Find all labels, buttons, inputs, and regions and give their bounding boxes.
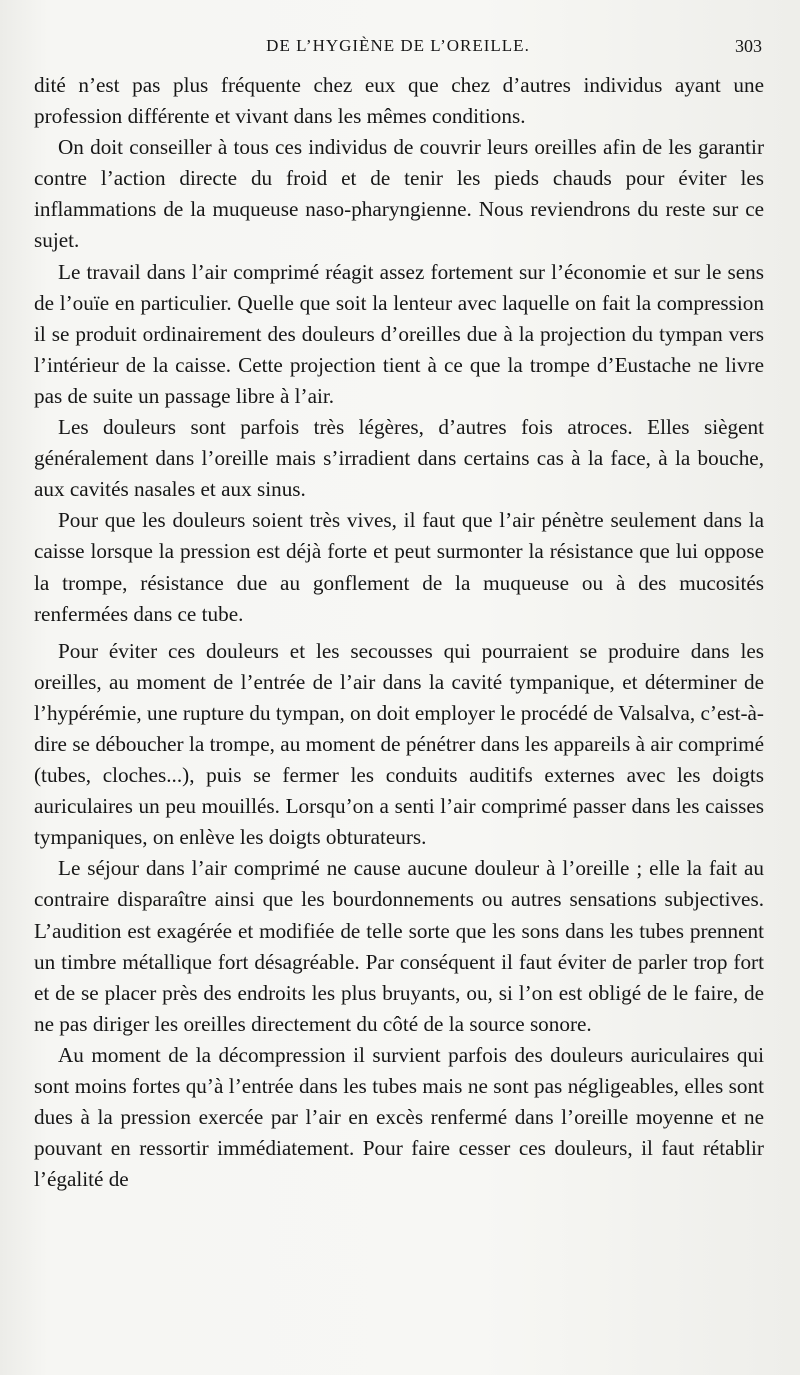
page-number: 303 <box>735 36 762 56</box>
body-text <box>34 70 764 1195</box>
paragraph: Les douleurs sont parfois très légères, d’autres fois atroces. Elles siègent généralement dans l’oreille mais s’irradient dans certains cas à la face, à la bouche, aux cavités nasales et aux sinus. <box>34 415 764 502</box>
paragraph: Pour éviter ces douleurs et les secousses qui pourraient se produire dans les oreilles, au moment de l’entrée de l’air dans la cavité tympanique, et déterminer de l’hypérémie, une rupture du tympan, on doit employer le procédé de Valsalva, c’est-à-dire se déboucher la trompe, au moment de pénétrer dans les appareils à air comprimé (tubes, cloches...), puis se fermer les conduits auditifs externes avec les doigts auriculaires un peu mouillés. Lorsqu’on a senti l’air comprimé passer dans les caisses tympaniques, on enlève les doigts obturateurs. <box>34 638 764 850</box>
paragraph: Le travail dans l’air comprimé réagit assez fortement sur l’économie et sur le sens de l’ouïe en particulier. Quelle que soit la lenteur avec laquelle on fait la compression il se produit ordinairement des douleurs d’oreilles due à la projection du tympan vers l’intérieur de la caisse. Cette projection tient à ce que la trompe d’Eustache ne livre pas de suite un passage libre à l’air. <box>34 259 764 408</box>
paragraph: Le séjour dans l’air comprimé ne cause aucune douleur à l’oreille ; elle la fait au contraire disparaître ainsi que les bourdonnements ou autres sensations subjectives. L’audition est exagérée et modifiée de telle sorte que les sons dans les tubes prennent un timbre métallique fort désagréable. Par conséquent il faut éviter de parler trop fort et de se placer près des endroits les plus bruyants, ou, si l’on est obligé de le faire, de ne pas diriger les oreilles directement du côté de la source sonore. <box>34 856 764 1036</box>
running-title: DE L’HYGIÈNE DE L’OREILLE. <box>266 36 530 55</box>
paragraph: Au moment de la décompression il survient parfois des douleurs auriculaires qui sont moins fortes qu’à l’entrée dans les tubes mais ne sont pas négligeables, elles sont dues à la pression exercée par l’air en excès renfermé dans l’oreille moyenne et ne pouvant en ressortir immédiatement. Pour faire cesser ces douleurs, il faut rétablir l’égalité de <box>34 1042 764 1192</box>
page-header <box>34 36 762 60</box>
paragraph: On doit conseiller à tous ces individus de couvrir leurs oreilles afin de les garantir contre l’action directe du froid et de tenir les pieds chauds pour éviter les inflammations de la muqueuse naso-pharyngienne. Nous reviendrons du reste sur ce sujet. <box>34 135 764 253</box>
paragraph-continuation: dité n’est pas plus fréquente chez eux que chez d’autres individus ayant une profession différente et vivant dans les mêmes conditions. <box>34 73 764 129</box>
paragraph: Pour que les douleurs soient très vives, il faut que l’air pénètre seulement dans la caisse lorsque la pression est déjà forte et peut surmonter la résistance que lui oppose la trompe, résistance due au gonflement de la muqueuse ou à des mucosités renfermées dans ce tube. <box>34 508 764 626</box>
